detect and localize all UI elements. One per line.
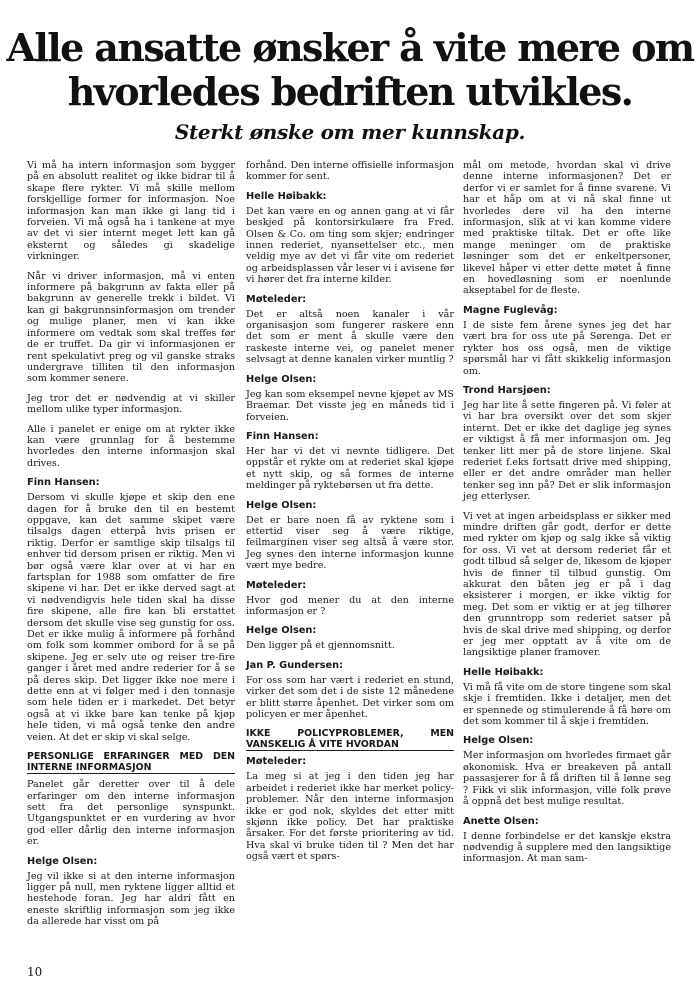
- speaker-name: Helge Olsen:: [246, 625, 317, 637]
- speaker-name: Jan P. Gundersen:: [246, 659, 344, 671]
- body-paragraph: Jeg tror det er nødvendig at vi skiller mellom ulike typer informasjon.: [27, 392, 235, 416]
- body-paragraph: La meg si at jeg i den tiden jeg har arbeidet i rederiet ikke har merket policy-problemer. Når den interne informasjon ikke er god nok, skyldes det etter mitt skjønn ikke policy. Det har praktiske årsaker. For det første prioritering av tid. Hva skal vi bruke tiden til ? Men det har også vært et spørs-: [246, 771, 454, 863]
- body-paragraph: Det er bare noen få av ryktene som i ettertid viser seg å være riktige, feilmarginen viser seg altså å være stor. Jeg synes den interne informasjon kunne vært mye bedre.: [246, 514, 454, 572]
- body-paragraph: forhånd. Den interne offisielle informasjon kommer for sent.: [246, 160, 454, 183]
- section-heading: PERSONLIGE ERFARINGER MED DEN INTERNE INFORMASJON: [27, 751, 235, 774]
- body-paragraph: Jeg har lite å sette fingeren på. Vi føler at vi har bra oversikt over det som skjer internt. Det er ikke det daglige jeg synes er viktigst å få mer informasjon om. Jeg tenker litt mer på de store linjene. Skal rederiet f.eks fortsatt drive med shipping, eller er det andre områder man heller tenker seg inn på? Det er slik informasjon jeg etterlyser.: [463, 399, 671, 503]
- speaker-name: Finn Hansen:: [27, 477, 100, 489]
- body-paragraph: Det er altså noen kanaler i vår organisasjon som fungerer raskere enn det som er ment å skulle være den raskeste interne vei, og panelet mener selvsagt at denne kanalen virker muntlig ?: [246, 308, 454, 366]
- speaker-name: Helge Olsen:: [246, 499, 317, 511]
- text-column-1: [27, 160, 235, 928]
- speaker-name: Helle Høibakk:: [463, 666, 544, 678]
- body-paragraph: Panelet går deretter over til å dele erfaringer om den interne informasjon sett fra det personlige synspunkt. Utgangspunktet er en vurdering av hvor god eller dårlig den interne informasjon er.: [27, 779, 235, 848]
- speaker-name: Møteleder:: [246, 756, 307, 768]
- speaker-name: Magne Fuglevåg:: [463, 304, 558, 316]
- speaker-name: Helge Olsen:: [246, 373, 317, 385]
- body-paragraph: Vi må ha intern informasjon som bygger på en absolutt realitet og ikke bidrar til å skape flere rykter. Vi må skille mellom forskjellige former for informasjon. Noe informasjon kan man ikke gi lang tid i forveien. Vi må også ha i tankene at mye av det vi sier internt meget lett kan gå eksternt og således gi skadelige virkninger.: [27, 160, 235, 263]
- body-paragraph: Dersom vi skulle kjøpe et skip den ene dagen for å bruke den til en bestemt oppgave, kan det samme skipet være tilsalgs dagen etterpå hvis prisen er riktig. Derfor er samtlige skip tilsalgs til enhver tid dersom prisen er riktig. Men vi bør også være klar over at vi har en fartsplan for 1988 som omfatter de fire skipene vi har. Det er ikke derved sagt at vi nødvendigvis hele tiden skal ha disse fire skipene, alle fire kan bli erstattet dersom det skulle vise seg gunstig for oss. Det er ikke mulig å informere på forhånd om folk som kommer ombord for å se på skipene. Jeg er selv ute og reiser tre-fire ganger i året med andre rederier for å se på deres skip. Det ligger ikke noe mere i dette enn at vi følger med i den tonnasje som hele tiden er i markedet. Det betyr også at vi ikke bare kan tenke på kjøp hele tiden, vi må også tenke den andre veien. At det er skip vi skal selge.: [27, 492, 235, 743]
- body-paragraph: Jeg vil ikke si at den interne informasjon ligger på null, men ryktene ligger alltid et hestehode foran. Jeg har aldri fått en eneste skriftlig informasjon som jeg ikke da allerede har visst om på: [27, 870, 235, 928]
- speaker-name: Møteleder:: [246, 579, 307, 591]
- body-paragraph: For oss som har vært i rederiet en stund, virker det som det i de siste 12 månedene er blitt større åpenhet. Det virker som om policyen er mer åpenhet.: [246, 674, 454, 720]
- body-paragraph: Når vi driver informasjon, må vi enten informere på bakgrunn av fakta eller på bakgrunn av generelle trekk i bildet. Vi kan gi bakgrunnsinformasjon om trender og mulige planer, men vi kan ikke informere om vedtak som skal treffes før de er truffet. Da gir vi informasjonen er rent spekulativt preg og vil ganske straks undergrave tilliten til den informasjon som kommer senere.: [27, 270, 235, 385]
- speaker-name: Helge Olsen:: [27, 855, 98, 867]
- page-number: 10: [27, 965, 43, 979]
- body-paragraph: mål om metode, hvordan skal vi drive denne interne informasjonen? Det er derfor vi er samlet for å finne svarene. Vi har et håp om at vi nå skal finne ut hvorledes dere vil ha den interne informasjon, slik at vi kan komme videre med praktiske tiltak. Det er ofte like mange meninger om de praktiske løsninger som det er enkeltpersoner, likevel håper vi etter dette møtet å finne en hovedløsning som er noenlunde akseptabel for de fleste.: [463, 160, 671, 297]
- speaker-name: Helge Olsen:: [463, 735, 534, 747]
- speaker-name: Finn Hansen:: [246, 430, 319, 442]
- speaker-name: Helle Høibakk:: [246, 190, 327, 202]
- body-paragraph: Jeg kan som eksempel nevne kjøpet av MS Braemar. Det visste jeg en måneds tid i forveien.: [246, 388, 454, 423]
- article-headline: Alle ansatte ønsker å vite mere om hvorledes bedriften utvikles.: [6, 25, 694, 114]
- body-paragraph: Her har vi det vi nevnte tidligere. Det oppstår et rykte om at rederiet skal kjøpe et nytt skip, og så formes de interne meldinger på ryktebørsen ut fra dette.: [246, 445, 454, 492]
- text-column-2: [246, 160, 454, 863]
- body-paragraph: Hvor god mener du at den interne informasjon er ?: [246, 594, 454, 617]
- body-paragraph: Mer informasjon om hvorledes firmaet går økonomisk. Hva er breakeven på antall passasjerer for å få driften til å lønne seg ? Fikk vi slik informasjon, ville folk prøve å oppnå det best mulige resultat.: [463, 750, 671, 808]
- text-column-3: [463, 160, 671, 865]
- body-paragraph: I de siste fem årene synes jeg det har vært bra for oss ute på Sørenga. Det er rykter hos oss også, men de viktige spørsmål har vi fått skikkelig informasjon om.: [463, 319, 671, 377]
- body-paragraph: Det kan være en og annen gang at vi får beskjed på kontorsirkulære fra Fred. Olsen & Co. om ting som skjer; endringer innen rederiet, nyansettelser etc., men veldig mye av det vi får vite om rederiet og arbeidsplassen vår leser vi i avisene før vi hører det fra interne kilder.: [246, 205, 454, 286]
- article-subheadline: Sterkt ønske om mer kunnskap.: [174, 120, 526, 144]
- speaker-name: Anette Olsen:: [463, 815, 539, 827]
- body-paragraph: I denne forbindelse er det kanskje ekstra nødvendig å supplere med den langsiktige informasjon. At man sam-: [463, 830, 671, 865]
- body-paragraph: Vi vet at ingen arbeidsplass er sikker med mindre driften går godt, derfor er dette med rykter om kjøp og salg ikke så viktig for oss. Vi vet at dersom rederiet får et godt tilbud så selger de, likesom de kjøper hvis de finner til tilbud gunstig. Om akkurat den båten jeg er på i dag eksisterer i morgen, er ikke viktig for meg. Det som er viktig er at jeg tilhører den grunntropp som rederiet satser på hvis de skal drive med shipping, og derfor er jeg mer opptatt av å vite om de langsiktige planer framover.: [463, 510, 671, 659]
- body-paragraph: Vi må få vite om de store tingene som skal skje i fremtiden. Ikke i detaljer, men det er spennede og stimulerende å få høre om det som kommer til å skje i fremtiden.: [463, 681, 671, 728]
- section-heading: IKKE POLICYPROBLEMER, MEN VANSKELIG Å VITE HVORDAN: [246, 728, 454, 751]
- speaker-name: Trond Harsjøen:: [463, 384, 551, 396]
- body-paragraph: Den ligger på et gjennomsnitt.: [246, 640, 395, 652]
- body-paragraph: Alle i panelet er enige om at rykter ikke kan være grunnlag for å bestemme hvorledes den interne informasjon skal drives.: [27, 423, 235, 469]
- speaker-name: Møteleder:: [246, 293, 307, 305]
